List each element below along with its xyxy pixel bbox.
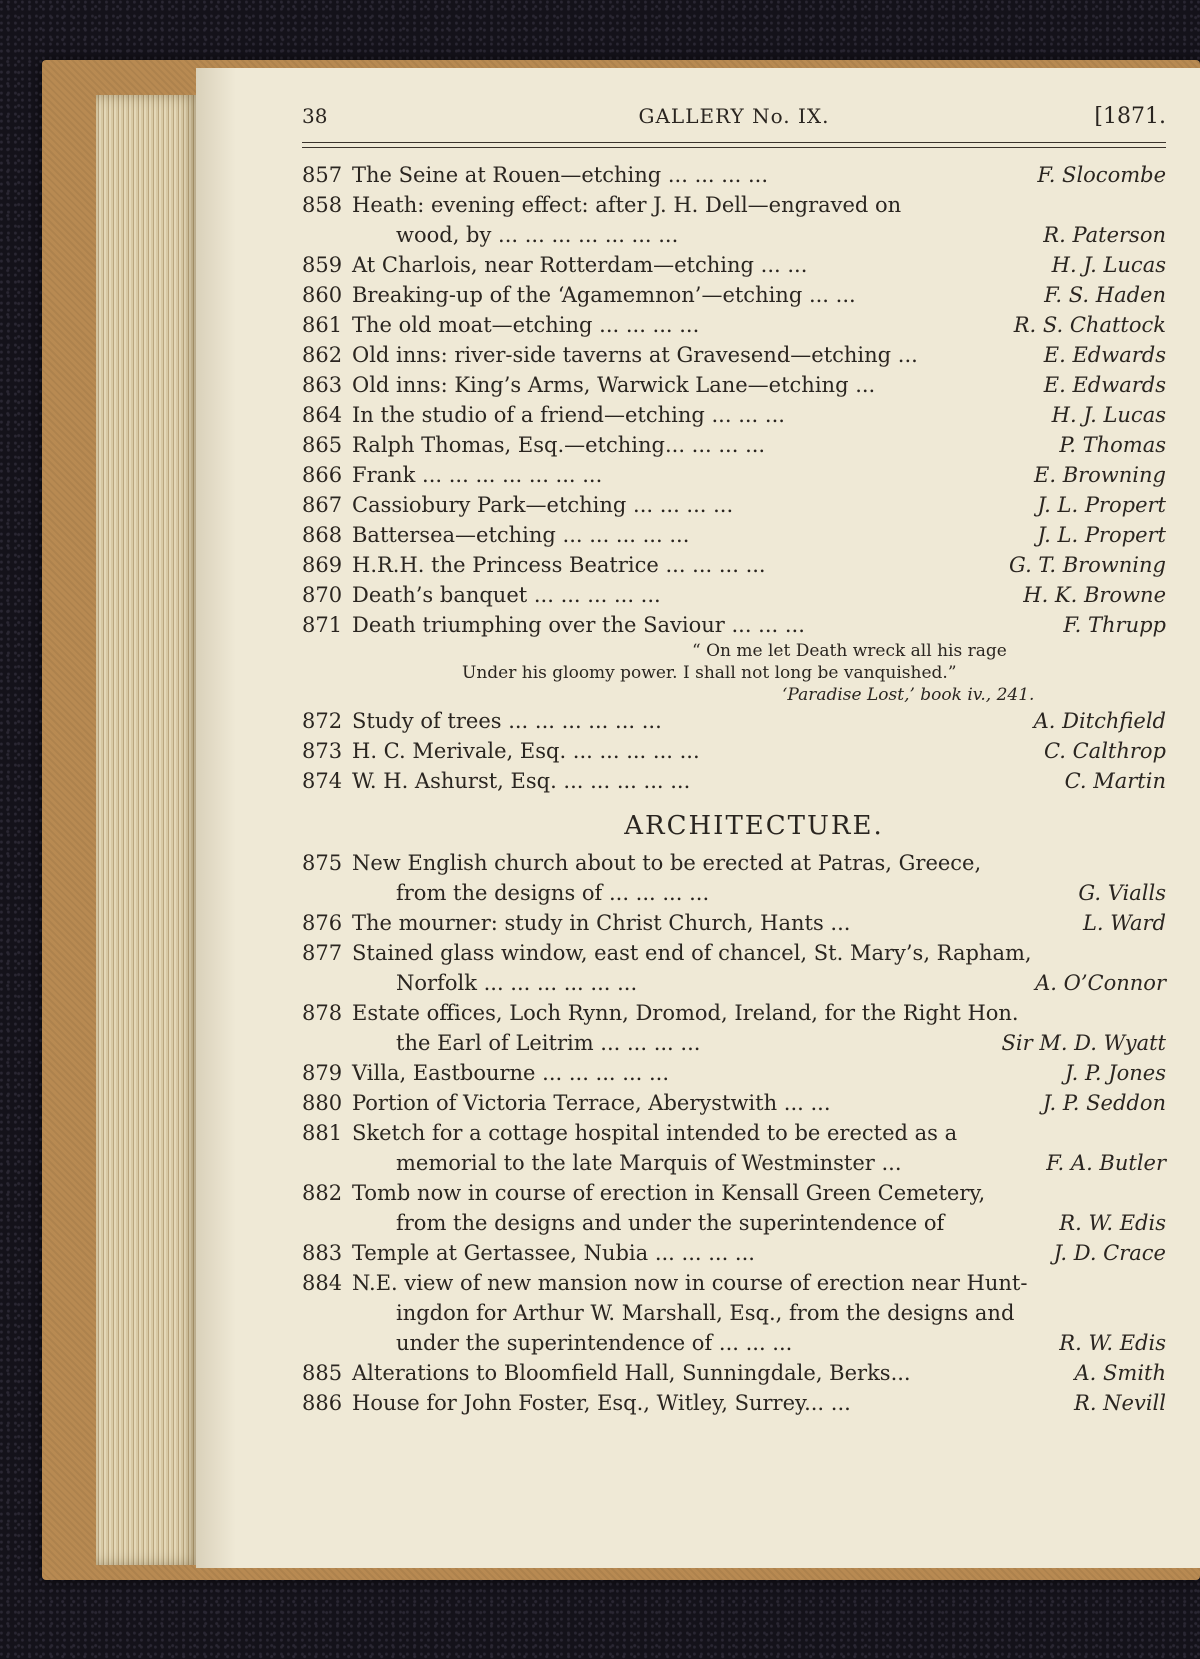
entry-number: 858 (302, 193, 343, 217)
entry-title-text: Ralph Thomas, Esq.—etching... ... ... ... (352, 433, 766, 457)
entry-body (352, 550, 1166, 580)
entry-title-text: Old inns: river-side taverns at Gravesend—etching ... (352, 343, 918, 367)
entry-body (352, 1088, 1166, 1118)
quote-citation: ‘Paradise Lost,’ book iv., 241. (782, 685, 1035, 705)
entry-title-text: Frank ... ... ... ... ... ... ... (352, 463, 603, 487)
catalogue-entry (302, 1238, 1166, 1268)
entry-number: 886 (302, 1391, 343, 1415)
entry-body (352, 580, 1166, 610)
entry-number: 857 (302, 163, 343, 187)
entry-title-line (352, 460, 1166, 490)
entry-artist: F. A. Butler (1046, 1151, 1166, 1175)
entry-body (352, 250, 1166, 280)
entry-title-text: The mourner: study in Christ Church, Hants ... (352, 911, 851, 935)
entry-artist: R. W. Edis (1059, 1211, 1166, 1235)
entry-title-line (352, 340, 1166, 370)
entry-number: 879 (302, 1061, 343, 1085)
entries-group-etchings (302, 160, 1166, 640)
entry-artist: F. S. Haden (1044, 283, 1166, 307)
page-title: GALLERY No. IX. (638, 104, 830, 128)
entry-number: 864 (302, 403, 343, 427)
entry-artist: A. O’Connor (1035, 971, 1166, 995)
entry-title-line (352, 1058, 1166, 1088)
entry-title-line (352, 280, 1166, 310)
entry-body (352, 280, 1166, 310)
entry-number: 865 (302, 433, 343, 457)
entry-title-text: House for John Foster, Esq., Witley, Surrey... ... (352, 1391, 851, 1415)
entry-title-text: Temple at Gertassee, Nubia ... ... ... ... (352, 1241, 755, 1265)
entry-body (352, 490, 1166, 520)
entry-body (352, 340, 1166, 370)
entry-number: 862 (302, 343, 343, 367)
catalogue-entry (302, 580, 1166, 610)
entry-title-text: Norfolk ... ... ... ... ... ... (396, 971, 638, 995)
entry-title-text: The old moat—etching ... ... ... ... (352, 313, 700, 337)
entry-title-text: from the designs and under the superintendence of (396, 1211, 945, 1235)
page-header (302, 104, 1166, 144)
entry-title-text: The Seine at Rouen—etching ... ... ... ... (352, 163, 769, 187)
catalogue-entry (302, 340, 1166, 370)
entry-number: 876 (302, 911, 343, 935)
entry-title-text: Portion of Victoria Terrace, Aberystwith ... ... (352, 1091, 831, 1115)
catalogue-list (302, 160, 1166, 1418)
entry-body (352, 1118, 1166, 1178)
entry-title-line (352, 1388, 1166, 1418)
entry-title-text: H.R.H. the Princess Beatrice ... ... ... ... (352, 553, 766, 577)
entry-title-line (352, 1268, 1166, 1298)
entry-body (352, 1388, 1166, 1418)
entry-title-line (352, 220, 1166, 250)
page-edges (96, 95, 200, 1565)
entry-title-line (352, 550, 1166, 580)
entry-artist: H. K. Browne (1023, 583, 1166, 607)
entry-body (352, 610, 1166, 640)
entry-body (352, 706, 1166, 736)
entry-artist: J. P. Seddon (1042, 1091, 1166, 1115)
entry-body (352, 938, 1166, 998)
entry-title-line (352, 1358, 1166, 1388)
entry-title-text: Death’s banquet ... ... ... ... ... (352, 583, 661, 607)
entry-title-text: Breaking-up of the ‘Agamemnon’—etching ... ... (352, 283, 856, 307)
entry-title-text: Battersea—etching ... ... ... ... ... (352, 523, 690, 547)
entry-title-text: memorial to the late Marquis of Westminster ... (396, 1151, 902, 1175)
catalogue-entry (302, 250, 1166, 280)
entry-title-line (352, 1298, 1166, 1328)
entry-title-line (352, 310, 1166, 340)
entry-title-text: Study of trees ... ... ... ... ... ... (352, 709, 662, 733)
entry-artist: E. Browning (1034, 463, 1166, 487)
entry-title-line (352, 1088, 1166, 1118)
catalogue-entry (302, 190, 1166, 250)
entry-title-line (352, 878, 1166, 908)
entry-title-line (352, 520, 1166, 550)
catalogue-entry (302, 490, 1166, 520)
entry-title-line (352, 250, 1166, 280)
entry-artist: R. Paterson (1043, 223, 1166, 247)
entry-title-text: Stained glass window, east end of chancel, St. Mary’s, Rapham, (352, 941, 1032, 965)
entry-title-line (352, 1028, 1166, 1058)
section-heading: ARCHITECTURE. (624, 811, 884, 841)
catalogue-entry (302, 848, 1166, 908)
entry-title-text: Old inns: King’s Arms, Warwick Lane—etching ... (352, 373, 876, 397)
catalogue-entry (302, 706, 1166, 736)
entry-artist: G. T. Browning (1009, 553, 1166, 577)
entry-body (352, 520, 1166, 550)
entry-number: 870 (302, 583, 343, 607)
catalogue-entry (302, 1388, 1166, 1418)
entry-body (352, 766, 1166, 796)
entry-title-text: Death triumphing over the Saviour ... ... ... (352, 613, 805, 637)
catalogue-entry (302, 998, 1166, 1058)
page-number: 38 (302, 104, 328, 128)
entries-group-architecture (302, 848, 1166, 1418)
entry-title-text: Sketch for a cottage hospital intended to be erected as a (352, 1121, 958, 1145)
catalogue-entry (302, 1088, 1166, 1118)
catalogue-entry (302, 1118, 1166, 1178)
entry-artist: H. J. Lucas (1051, 253, 1166, 277)
entry-body (352, 310, 1166, 340)
entry-title-line (352, 1328, 1166, 1358)
catalogue-entry (302, 1268, 1166, 1358)
entry-number: 874 (302, 769, 343, 793)
entry-body (352, 848, 1166, 908)
entry-number: 859 (302, 253, 343, 277)
entry-number: 878 (302, 1001, 343, 1025)
entry-artist: A. Ditchfield (1033, 709, 1166, 733)
entry-body (352, 1238, 1166, 1268)
entry-title-text: New English church about to be erected at Patras, Greece, (352, 851, 982, 875)
catalogue-entry (302, 400, 1166, 430)
catalogue-entry (302, 1178, 1166, 1238)
entry-title-line (352, 968, 1166, 998)
entry-artist: P. Thomas (1059, 433, 1166, 457)
entry-title-line (352, 938, 1166, 968)
catalogue-entry (302, 736, 1166, 766)
catalogue-entry (302, 460, 1166, 490)
entry-title-line (352, 1148, 1166, 1178)
entry-artist: R. W. Edis (1059, 1331, 1166, 1355)
entry-title-line (352, 908, 1166, 938)
entry-title-line (352, 1208, 1166, 1238)
book-page (196, 68, 1200, 1568)
entry-artist: F. Thrupp (1063, 613, 1166, 637)
entry-title-text: At Charlois, near Rotterdam—etching ... ... (352, 253, 808, 277)
quote-line-2: Under his gloomy power. I shall not long be vanquished.” (462, 663, 957, 683)
quote-line-1: “ On me let Death wreck all his rage (692, 641, 1007, 661)
entry-number: 866 (302, 463, 343, 487)
entry-body (352, 998, 1166, 1058)
entry-title-text: under the superintendence of ... ... ... (396, 1331, 793, 1355)
entry-title-text: ingdon for Arthur W. Marshall, Esq., from the designs and (396, 1301, 1015, 1325)
entry-artist: F. Slocombe (1037, 163, 1166, 187)
entry-title-line (352, 490, 1166, 520)
entry-body (352, 400, 1166, 430)
entry-artist: C. Calthrop (1043, 739, 1166, 763)
entry-title-line (352, 190, 1166, 220)
entry-artist: L. Ward (1082, 911, 1166, 935)
entry-title-line (352, 370, 1166, 400)
entry-title-text: the Earl of Leitrim ... ... ... ... (396, 1031, 701, 1055)
entry-title-line (352, 736, 1166, 766)
entry-title-text: Alterations to Bloomfield Hall, Sunningdale, Berks... (352, 1361, 911, 1385)
entry-number: 872 (302, 709, 343, 733)
catalogue-entry (302, 430, 1166, 460)
entry-title-line (352, 998, 1166, 1028)
entry-title-text: Tomb now in course of erection in Kensall Green Cemetery, (352, 1181, 986, 1205)
entry-number: 877 (302, 941, 343, 965)
entry-title-line (352, 706, 1166, 736)
entry-body (352, 1178, 1166, 1238)
entry-number: 869 (302, 553, 343, 577)
entry-body (352, 1358, 1166, 1388)
entry-title-line (352, 848, 1166, 878)
catalogue-entry (302, 370, 1166, 400)
catalogue-entry (302, 766, 1166, 796)
entry-title-text: Villa, Eastbourne ... ... ... ... ... (352, 1061, 669, 1085)
catalogue-entry (302, 938, 1166, 998)
entry-number: 871 (302, 613, 343, 637)
quote-block (302, 640, 1166, 706)
entry-title-text: Cassiobury Park—etching ... ... ... ... (352, 493, 734, 517)
entry-title-text: wood, by ... ... ... ... ... ... ... (396, 223, 679, 247)
page-year: [1871. (1094, 104, 1166, 129)
entry-title-line (352, 1238, 1166, 1268)
entries-group-portraits (302, 706, 1166, 796)
entry-title-text: Heath: evening effect: after J. H. Dell—engraved on (352, 193, 902, 217)
entry-artist: C. Martin (1064, 769, 1166, 793)
entry-artist: E. Edwards (1043, 373, 1166, 397)
entry-artist: J. D. Crace (1053, 1241, 1166, 1265)
entry-artist: Sir M. D. Wyatt (1001, 1031, 1166, 1055)
entry-body (352, 160, 1166, 190)
entry-artist: E. Edwards (1043, 343, 1166, 367)
entry-number: 875 (302, 851, 343, 875)
entry-body (352, 908, 1166, 938)
entry-number: 868 (302, 523, 343, 547)
catalogue-entry (302, 1058, 1166, 1088)
header-rule (302, 142, 1166, 148)
entry-number: 885 (302, 1361, 343, 1385)
entry-artist: H. J. Lucas (1051, 403, 1166, 427)
entry-title-line (352, 1178, 1166, 1208)
entry-title-text: H. C. Merivale, Esq. ... ... ... ... ... (352, 739, 700, 763)
entry-body (352, 460, 1166, 490)
catalogue-entry (302, 160, 1166, 190)
catalogue-entry (302, 1358, 1166, 1388)
entry-title-text: In the studio of a friend—etching ... ... ... (352, 403, 785, 427)
entry-number: 883 (302, 1241, 343, 1265)
entry-body (352, 1268, 1166, 1358)
entry-artist: A. Smith (1074, 1361, 1166, 1385)
catalogue-entry (302, 310, 1166, 340)
catalogue-entry (302, 610, 1166, 640)
entry-title-line (352, 1118, 1166, 1148)
entry-body (352, 190, 1166, 250)
entry-artist: R. S. Chattock (1013, 313, 1166, 337)
entry-number: 861 (302, 313, 343, 337)
entry-body (352, 370, 1166, 400)
entry-number: 882 (302, 1181, 343, 1205)
entry-title-text: Estate offices, Loch Rynn, Dromod, Ireland, for the Right Hon. (352, 1001, 1019, 1025)
entry-number: 880 (302, 1091, 343, 1115)
entry-title-line (352, 400, 1166, 430)
entry-body (352, 1058, 1166, 1088)
entry-title-text: from the designs of ... ... ... ... (396, 881, 710, 905)
catalogue-entry (302, 520, 1166, 550)
entry-title-line (352, 610, 1166, 640)
entry-title-text: W. H. Ashurst, Esq. ... ... ... ... ... (352, 769, 691, 793)
entry-artist: R. Nevill (1074, 1391, 1166, 1415)
entry-title-line (352, 580, 1166, 610)
entry-number: 867 (302, 493, 343, 517)
catalogue-entry (302, 550, 1166, 580)
entry-body (352, 736, 1166, 766)
entry-artist: J. L. Propert (1037, 523, 1166, 547)
entry-title-text: N.E. view of new mansion now in course of erection near Hunt- (352, 1271, 1028, 1295)
entry-artist: J. L. Propert (1037, 493, 1166, 517)
entry-artist: J. P. Jones (1064, 1061, 1166, 1085)
entry-title-line (352, 160, 1166, 190)
entry-title-line (352, 430, 1166, 460)
entry-number: 873 (302, 739, 343, 763)
entry-number: 860 (302, 283, 343, 307)
catalogue-entry (302, 908, 1166, 938)
entry-body (352, 430, 1166, 460)
entry-number: 863 (302, 373, 343, 397)
entry-number: 881 (302, 1121, 343, 1145)
catalogue-entry (302, 280, 1166, 310)
entry-title-line (352, 766, 1166, 796)
entry-artist: G. Vialls (1078, 881, 1166, 905)
entry-number: 884 (302, 1271, 343, 1295)
